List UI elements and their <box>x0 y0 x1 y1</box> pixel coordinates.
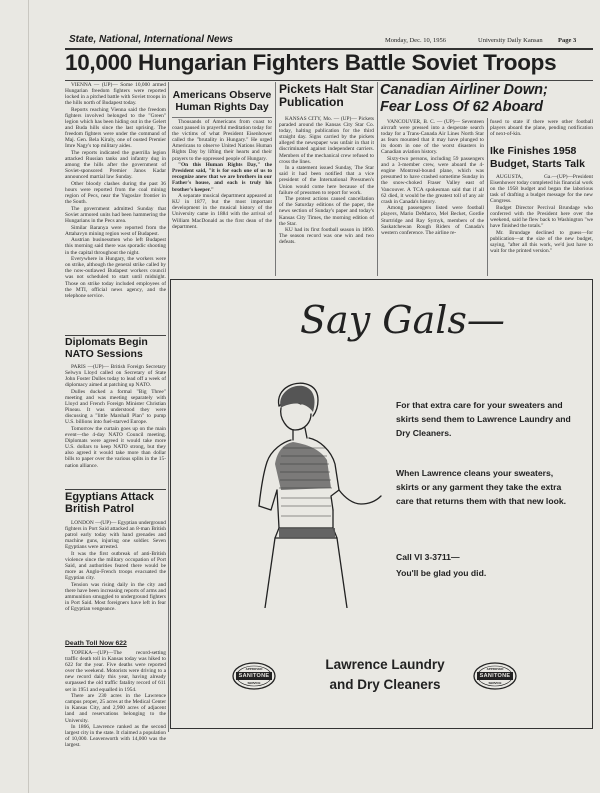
egypt-headline: Egyptians Attack British Patrol <box>65 491 154 516</box>
ike-headline-line1: Ike Finishes 1958 <box>490 146 577 157</box>
nato-paragraph: Dulles ducked a formal "Big Three" meeting and was meeting separately with Lloyd and French Foreign Minister Christian Pineau. It was understood they were discussing a "little Marshall Plan" to pump U.S. billions into fuel-starved Europe. <box>65 388 166 426</box>
ad-closing: You'll be glad you did. <box>396 568 487 578</box>
death-paragraph: In 1866, Lawrence ranked as the second largest city in the state. It claimed a population of 10,000. Leavenworth with 14,000 was the largest. <box>65 724 166 749</box>
section-title: State, National, International News <box>69 34 233 45</box>
woman-illustration <box>235 378 385 608</box>
egypt-paragraph: LONDON —(UP)— Egyptian underground fighters in Port Said attacked an 8-man British patrol early today with hand grenades and machine guns, injuring one soldier. Seven Egyptians were arrested. <box>65 520 166 551</box>
ike-paragraph: Mr. Brundage declined to guess—for publication—at the size of the new budget, saying, "after all this work, we'd just have to wait for the printed version." <box>490 229 593 255</box>
airliner-headline-line1: Canadian Airliner Down; <box>380 82 548 98</box>
airliner-paragraph: VANCOUVER, B. C. — (UP)— Seventeen aircraft were pressed into a desperate search today for a Trans-Canada Air Lines North Star as fears mounted that it may have plunged to its doom in one of the worst disasters in Canadian aviation history. <box>381 119 484 156</box>
sanitone-seal-right <box>473 662 517 690</box>
pickets-paragraph: KU had its first football season in 1890. The season record was one win and two defeats. <box>279 227 374 246</box>
airliner-headline-line2: Fear Loss Of 62 Aboard <box>380 99 544 115</box>
death-paragraph: TOPEKA—(UP)—The record-setting traffic death toll in Kansas today was hiked to 622 for the year. Five deaths were reported over the weekend. Motorists were driving to a new record daily this year, having already surpassed the old traffic fatality record of 611 set in 1951 and equalled in 1954. <box>65 650 166 693</box>
death-paragraph: There are 230 acres in the Lawrence campus proper, 25 acres at the Medical Center in Kansas City, and 2,900 acres of adjacent land and reservations belonging to the University. <box>65 693 166 724</box>
ad-headline: Say Gals— <box>300 298 505 342</box>
egypt-paragraph: Tension was rising daily in the city and there have been increasing reports of arms and ammunition smuggled to underground fighters in Port Said. Most foreigners have left in fear of Egyptian vengeance. <box>65 581 166 613</box>
nato-paragraph: Tomorrow the curtain goes up on the main event—the 4-day NATO Council meeting. Diplomats were agreed it would take more U.S. dollars to keep NATO strong, but they also agreed it would take more than dollar bills to paper over the various splits in the 15-nation alliance. <box>65 425 166 469</box>
hungary-paragraph: The government admitted Sunday that Soviet armored units had been hammering the Hungarians in the Pecs area. <box>65 205 166 225</box>
hungary-paragraph: The reports indicated the guerrilla legion attacked Russian tanks and infantry dug in among the hills after the government of Soviet-sponsored Premier Janos Kadar announced martial law Sunday. <box>65 150 166 181</box>
seal-top-text: APPROVED <box>245 667 263 671</box>
seal-mid-text: SANITONE <box>479 672 511 679</box>
airliner-paragraph: Among passengers listed were football players, Mario DeMarco, Mel Becket, Gordie Sturtridge and Ray Syrnyk, members of the Saskatchewan Rough Riders of Canada's western conference. The airline re- <box>381 205 484 236</box>
pickets-paragraph: KANSAS CITY, Mo. — (UP)— Pickets paraded around the Kansas City Star Co. today, halting publication for the third straight day. Signs carried by the pickets alleged the newspaper was unfair in that it discriminated against independent carriers. Members of the mechanical crew refused to cross the lines. <box>279 116 374 165</box>
nato-paragraph: PARIS —(UP)— British Foreign Secretary Selwyn Lloyd called on Secretary of State John Foster Dulles today to lead off a week of diplomacy aimed at patching up NATO. <box>65 364 166 389</box>
column-rule <box>487 118 488 276</box>
page-number: Page 3 <box>558 37 577 44</box>
death-story <box>65 650 166 780</box>
column-rule <box>275 82 276 276</box>
observe-story <box>172 119 272 276</box>
egypt-story <box>65 520 166 639</box>
hungary-paragraph: Similar Baranya were reported from the Attahavyn mining region west of Budapest. <box>65 224 166 237</box>
company-name-line1: Lawrence Laundry <box>325 657 445 672</box>
observe-headline-rule <box>172 117 272 118</box>
observe-paragraph: "On this Human Rights Day," the President said, "it is for each one of us to recognize anew that we are brothers in our Father's house, and each is truly his brother's keeper." <box>172 162 272 193</box>
hungary-story <box>65 82 166 334</box>
paper-name: University Daily Kansan <box>478 37 543 44</box>
observe-headline: Americans Observe Human Rights Day <box>172 90 272 113</box>
pickets-paragraph: In a statement issued Sunday, The Star said it had been notified that a vice president of the International Pressmen's Union would come here because of the failure of pressmen to report for work. <box>279 165 374 196</box>
ad-copy-first: For that extra care for your sweaters and skirts send them to Lawrence Laundry and Dry Cleaners. <box>396 400 571 438</box>
seal-top-text: APPROVED <box>486 667 504 671</box>
pickets-paragraph: The protest actions caused cancellation of the Saturday editions of the paper, the news section of Sunday's paper and today's Kansas City Times, the morning edition of the Star. <box>279 196 374 227</box>
seal-mid-text: SANITONE <box>238 672 270 679</box>
banner-headline: 10,000 Hungarian Fighters Battle Soviet Troops <box>65 50 557 75</box>
hungary-paragraph: Reports reaching Vienna said the freedom fighters involved belonged to the "Green" legion which has been hiding out in the Gelert and Buda hills since the last uprising. The freedom fighters were under the command of Maj. Gen. Bela Kiraly, one of ousted Premier Imre Nagy's top military aides. <box>65 106 166 150</box>
ike-headline-line2: Budget, Starts Talk <box>490 159 585 170</box>
company-name-line2: and Dry Cleaners <box>329 677 441 692</box>
hungary-paragraph: Other bloody clashes during the past 36 hours were reported from the coal mining region of Pecs, near the Yugoslav frontier in the South. <box>65 181 166 206</box>
egypt-paragraph: It was the first outbreak of anti-British violence since the military occupation of Port Said, and authorities feared there would be more as Anglo-French troops evacuated the Egyptian city. <box>65 550 166 582</box>
banner-rule <box>65 80 593 81</box>
observe-paragraph: Thousands of Americans from coast to coast paused in prayerful meditation today for the victims of what President Eisenhower called the "brutality in Hungary." He urged Americans to observe United Nations Human Rights Day by lifting their hearts and their prayers to the oppressed people of Hungary. <box>172 119 272 162</box>
story-divider <box>65 489 166 490</box>
column-rule <box>377 82 378 276</box>
death-headline: Death Toll Now 622 <box>65 640 127 647</box>
observe-paragraph: A separate musical department appeared at KU in 1877, but the most important development in the musical history of the University came in 1884 with the arrival of William MacDonald as the first dean of the department. <box>172 193 272 230</box>
seal-bottom-text: SERVICE <box>488 681 502 685</box>
ike-story <box>490 174 593 276</box>
sanitone-seal-left <box>232 662 276 690</box>
pickets-headline: Pickets Halt Star Publication <box>279 83 374 110</box>
ike-paragraph: AUGUSTA, Ga.—(UP)—President Eisenhower today completed his financial work on the 1958 budget and began the laborious task of drafting a budget message for the new Congress. <box>490 174 593 205</box>
hungary-paragraph: Everywhere in Hungary, the workers were on strike, although the general strike called by the now-outlawed Budapest workers council was not scheduled to start until midnight. Those on strike today included employees of the MTI, official news agency, and the telephone service. <box>65 256 166 299</box>
ad-phone: Call VI 3-3711— <box>396 552 460 562</box>
pickets-story <box>279 116 374 276</box>
airliner-continued: fused to state if there were other football players aboard the plane, pending notification of next-of-kin. <box>490 119 593 138</box>
hungary-paragraph: VIENNA — (UP)— Some 10,000 armed Hungarian freedom fighters were reported locked in a pitched battle with Soviet troops in the hills north of Budapest today. <box>65 82 166 107</box>
column-rule <box>168 82 169 732</box>
airliner-story <box>381 119 484 276</box>
ike-paragraph: Budget Director Percival Brundage who conferred with the President here over the weekend, said he flew back to Washington "we have finished the totals." <box>490 204 593 230</box>
nato-story <box>65 364 166 488</box>
hungary-paragraph: Austrian businessmen who left Budapest this morning said there was sporadic shooting in the capital throughout the night. <box>65 237 166 256</box>
date-line: Monday, Dec. 10, 1956 <box>385 37 446 44</box>
story-divider <box>65 335 166 336</box>
airliner-paragraph: Sixty-two persons, including 59 passengers and a 3-member crew, were aboard the 4-engine Montreal-bound plane, which was presumed to have crashed sometime Sunday in the snow-choked Fraser Valley east of Vancouver. A TCA spokesman said that if all 62 died, it would be the greatest toll of any air crash in Canada's history. <box>381 156 484 205</box>
nato-headline: Diplomats Begin NATO Sessions <box>65 337 148 360</box>
ad-copy-second: When Lawrence cleans your sweaters, skirts or any garment they take the extra care that returns them with that new look. <box>396 468 566 506</box>
seal-bottom-text: SERVICE <box>247 681 261 685</box>
